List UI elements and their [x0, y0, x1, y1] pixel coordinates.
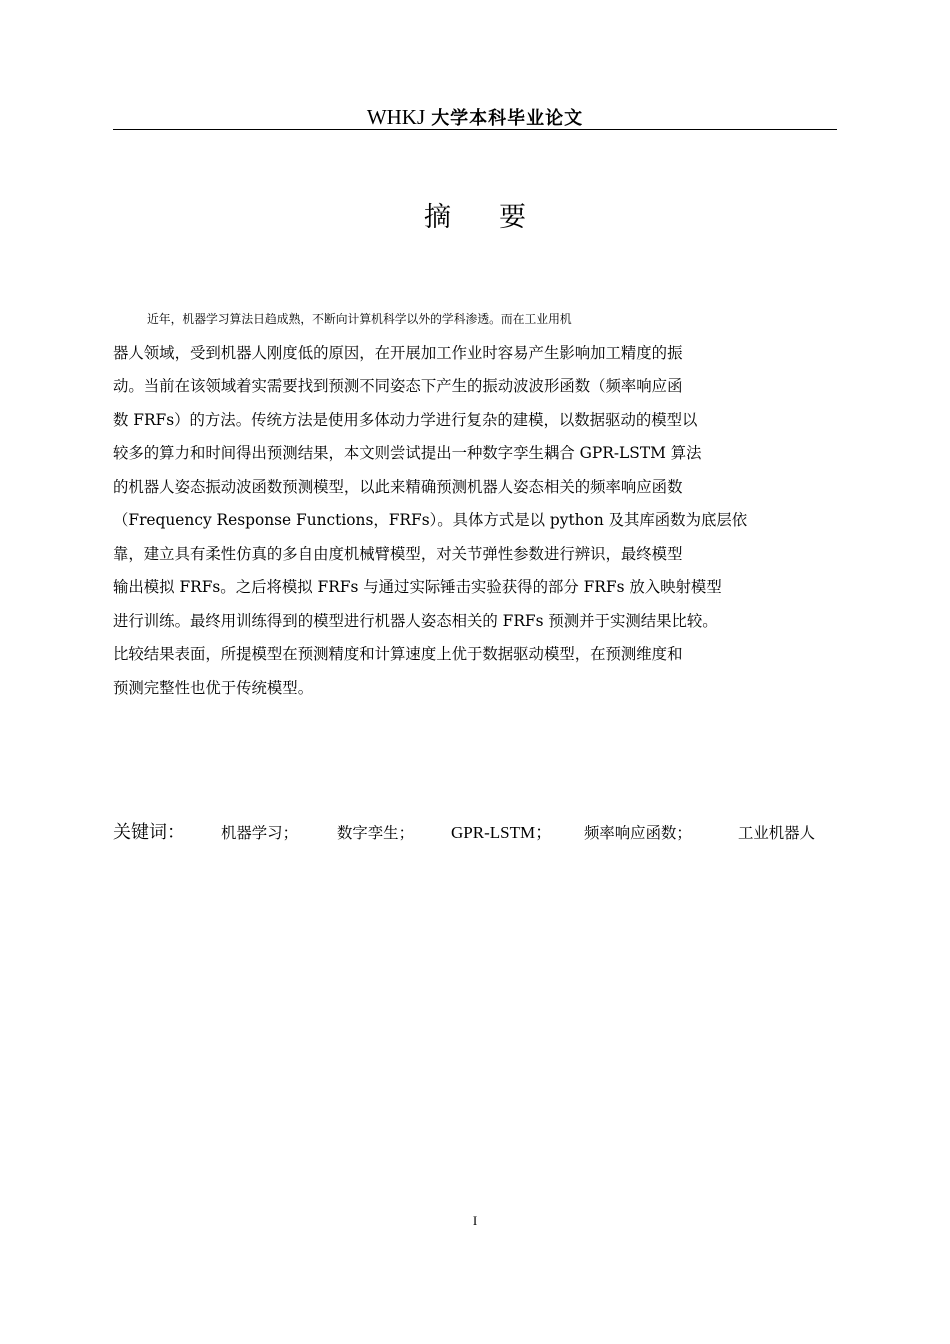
header-rule: [113, 129, 837, 130]
abstract-line-7: （Frequency Response Functions，FRFs）。具体方式是以 python 及其库函数为底层依: [113, 511, 748, 529]
header-university-code: WHKJ: [366, 105, 426, 129]
abstract-line-6: 的机器人姿态振动波函数预测模型，以此来精确预测机器人姿态相关的频率响应函数: [113, 477, 683, 496]
abstract-line-10: 进行训练。最终用训练得到的模型进行机器人姿态相关的 FRFs 预测并于实测结果比较。: [113, 611, 718, 630]
page-number: I: [472, 1213, 478, 1228]
keyword-item: 机器学习；: [221, 824, 298, 842]
keyword-item: 频率响应函数；: [584, 824, 692, 842]
running-header: [113, 104, 837, 132]
abstract-line-1: 近年，机器学习算法日趋成熟，不断向计算机科学以外的学科渗透。而在工业用机: [147, 312, 572, 326]
abstract-line-12: 预测完整性也优于传统模型。: [113, 678, 314, 697]
abstract-line-5: 较多的算力和时间得出预测结果，本文则尝试提出一种数字孪生耦合 GPR-LSTM 算法: [113, 444, 702, 462]
keywords-row: [113, 816, 843, 850]
abstract-line-2: 器人领域，受到机器人刚度低的原因，在开展加工作业时容易产生影响加工精度的振: [113, 343, 683, 362]
abstract-line-3: 动。当前在该领域着实需要找到预测不同姿态下产生的振动波波形函数（频率响应函: [113, 377, 683, 395]
abstract-line-9: 输出模拟 FRFs。之后将模拟 FRFs 与通过实际锤击实验获得的部分 FRFs 放入映射模型: [113, 578, 722, 596]
keyword-item: 数字孪生；: [337, 824, 414, 842]
header-thesis-type: 大学本科毕业论文: [431, 108, 584, 129]
abstract-line-11: 比较结果表面，所提模型在预测精度和计算速度上优于数据驱动模型，在预测维度和: [113, 645, 683, 663]
abstract-line-8: 靠，建立具有柔性仿真的多自由度机械臂模型，对关节弹性参数进行辨识，最终模型: [113, 544, 683, 563]
keywords-label: 关键词：: [113, 822, 185, 843]
keyword-item: 工业机器人: [738, 824, 815, 842]
abstract-line-4: 数 FRFs）的方法。传统方法是使用多体动力学进行复杂的建模，以数据驱动的模型以: [113, 410, 698, 429]
abstract-title: 摘要: [424, 202, 574, 233]
keyword-item: GPR-LSTM；: [451, 823, 553, 842]
abstract-body: [113, 303, 837, 705]
